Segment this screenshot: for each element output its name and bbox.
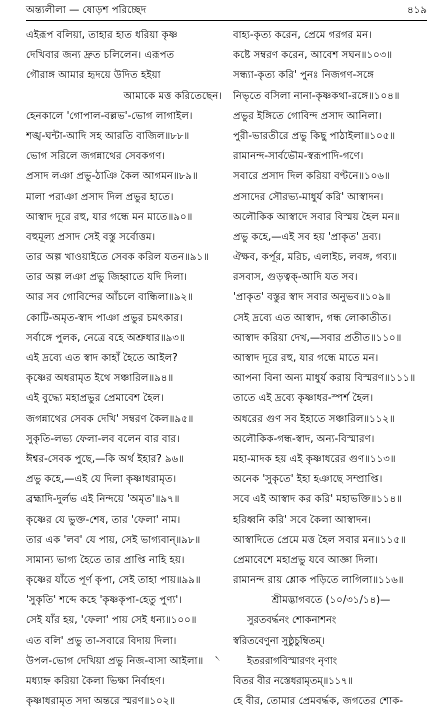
- verse-line: ইতররাগবিস্মারণং নৃণাং: [247, 655, 337, 667]
- verse-line: আস্বাদ দূরে রহু, যার গন্ধে মাতে মন।: [233, 353, 379, 364]
- verse-line: বহুমূল্য প্রসাদ সেই বস্তু সর্বোত্তম।: [26, 231, 156, 243]
- verse-line: ঈশ্বর-সেবক পুছে,—কি অর্থ ইহার? ৯৬॥: [26, 453, 185, 465]
- verse-line: কৃষ্ণাধরামৃত সদা অন্তরে স্মরণ॥১০২॥: [26, 696, 176, 708]
- verse-line: রামানন্দ রায় শ্লোক পড়িতে লাগিলা॥১১৬॥: [233, 575, 404, 587]
- verse-line: হে বীর, তোমার প্রেমবর্দ্ধক, জগতের শোক-: [233, 696, 404, 708]
- verse-line: আস্বাদ করিয়া দেখ,—সবার প্রতীত॥১১০॥: [233, 332, 402, 344]
- verse-line: মালা পরাঞা প্রসাদ দিল প্রভুর হাতে।: [26, 191, 174, 203]
- verse-line: অনেক 'সুকৃতে' ইহা হঞাছে সম্প্রাপ্তি।: [233, 474, 383, 486]
- verse-line: তার অল্প লঞা প্রভু জিহ্বাতে যদি দিলা।: [26, 272, 188, 284]
- verse-line: জগন্নাথের সেবক দেখি' সম্বরণ কৈল॥৯৫॥: [26, 413, 194, 425]
- verse-line: আপনা বিনা অন্য মাধুর্য করায় বিস্মরণ॥১১১॥: [233, 373, 416, 385]
- verse-line: আর সব গোবিন্দের আঁচলে বান্ধিলা॥৯২॥: [26, 292, 194, 304]
- verse-line: এই দ্রব্যে এত স্বাদ কাহাঁ হৈতে আইল?: [26, 353, 178, 364]
- verse-line: সুরতবর্দ্ধনং শোকনাশনং: [247, 615, 337, 627]
- verse-line: কৃষ্ণের যাঁতে পূর্ণ কৃপা, সেই তাহা পায়॥৯৯॥: [26, 575, 201, 587]
- verse-line: প্রসাদের সৌরভ্য-মাধুর্য করি' আস্বাদন।: [233, 191, 384, 203]
- verse-line: কৃষ্ণের অধরামৃত ইথে সঞ্চারিল॥৯৪॥: [26, 373, 174, 385]
- verse-line: সেই যাঁর হয়, 'ফেলা' পায় সেই ধন্য॥১০০॥: [26, 615, 197, 627]
- verse-line: রসবাস, গুড়ত্বক্-আদি যত সব।: [233, 272, 358, 284]
- chapter-title: অন্ত্যলীলা — ষোড়শ পরিচ্ছেদ: [26, 5, 147, 16]
- verse-line: সবে এই আস্বাদ কর করি' মহাভক্তি॥১১৪॥: [233, 494, 403, 506]
- verse-line: এইরূপ বলিয়া, তাহার হাত ধরিয়া কৃষ্ণ: [26, 30, 178, 41]
- verse-line: কষ্টে সম্বরণ করেন, আবেশ সঘন॥১০৩॥: [233, 50, 393, 62]
- verse-line: শঙ্খ-ঘন্টা-আদি সহ আরতি বাজিল॥৮৮॥: [26, 130, 190, 142]
- verse-line: সেই দ্রব্যে এত আস্বাদ, গন্ধ লোকাতীত।: [233, 312, 392, 324]
- verse-line: বাহ্য-কৃত্য করেন, প্রেমে গরগর মন।: [233, 30, 372, 41]
- verse-line: শ্রীমদ্ভাগবতে (১০/৩১/১৪)—: [271, 595, 391, 607]
- verse-line: তার অল্প খাওয়াইতে সেবক করিল যতন॥৯১॥: [26, 252, 209, 264]
- page-header: [26, 4, 427, 18]
- verse-line: মহা-মাদক হয় এই কৃষ্ণাধরের গুণ॥১১৩॥: [233, 453, 396, 465]
- verse-line: রামানন্দ-সার্বভৌম-স্বরূপাদি-গণে।: [233, 151, 364, 163]
- verse-line: কোটি-অমৃত-স্বাদ পাঞা প্রভুর চমৎকার।: [26, 312, 183, 324]
- verse-line: ব্রহ্মাদি-দুর্লভ এই নিন্দয়ে 'অমৃত'॥৯৭॥: [26, 494, 180, 506]
- verse-line: প্রসাদ লঞা প্রভু-ঠাঞি কৈল আগমন॥৮৯॥: [26, 171, 198, 183]
- verse-line: প্রভু কহে,—এই যে দিলা কৃষ্ণাধরামৃত।: [26, 474, 177, 486]
- verse-line: সুকৃতি-লভ্য ফেলা-লব বলেন বার বার।: [26, 433, 180, 445]
- verse-line: ঐক্ষব, কর্পূর, মরিচ, এলাইচ, লবঙ্গ, গব্য॥: [233, 252, 397, 264]
- right-column: [233, 26, 429, 712]
- verse-line: কৃষ্ণের যে ভুক্ত-শেষ, তার 'ফেলা' নাম।: [26, 514, 181, 526]
- verse-line: স্বরিতবেণুনা সুষ্ঠুচুম্বিতম্।: [233, 635, 325, 647]
- verse-line: হরিধ্বনি করি' সবে কৈলা আস্বাদন।: [233, 514, 372, 526]
- verse-line: অধরের গুণ সব ইহাতে সঞ্চারিল॥১১২॥: [233, 413, 395, 425]
- verse-line: তার এক 'লব' যে পায়, সেই ভাগ্যবান্॥৯৮॥: [26, 534, 201, 546]
- page-number: ৪১৯: [407, 5, 427, 16]
- verse-line: মধ্যাহ্ন করিয়া কৈলা ভিক্ষা নির্বাহণ।: [26, 676, 165, 687]
- verse-line: সামান্য ভাগ্য হৈতে তার প্রাপ্তি নাহি হয়।: [26, 554, 185, 566]
- verse-line: 'সুকৃতি' শব্দে কহে 'কৃষ্ণকৃপা-হেতু পুণ্য'।: [26, 595, 182, 607]
- verse-line: আমাকে মত্ত করিতেছেন।: [123, 90, 222, 102]
- verse-line: 'প্রাকৃত' বস্তুর স্বাদ সবার অনুভব॥১০৯॥: [233, 292, 391, 304]
- left-column: [26, 26, 222, 712]
- verse-line: এই বুদ্ধ্যে মহাপ্রভুর প্রেমাবেশ হৈল।: [26, 393, 164, 405]
- verse-line: বিতর বীর নস্তেধরামৃতম্॥১১৭॥: [233, 676, 353, 687]
- verse-line: অলৌকিক আস্বাদে সবার বিস্ময় হৈল মন॥: [233, 211, 400, 223]
- verse-line: এত বলি' প্রভু তা-সবারে বিদায় দিলা।: [26, 635, 177, 647]
- verse-line: সন্ধ্যা-কৃত্য করি' পুনঃ নিজগণ-সঙ্গে: [233, 70, 374, 82]
- header-rule: [26, 20, 427, 21]
- verse-line: নিভৃতে বসিলা নানা-কৃষ্ণকথা-রঙ্গে॥১০৪॥: [233, 90, 400, 102]
- verse-line: প্রভু কহে,—এই সব হয় 'প্রাকৃত' দ্রব্য।: [233, 231, 382, 243]
- verse-line: দেখিবার জন্য দ্রুত চলিলেন। এরূপত: [26, 50, 175, 62]
- footer-mark: ৲: [215, 651, 220, 660]
- verse-line: পুরী-ভারতীরে প্রভু কিছু পাঠাইলা॥১০৫॥: [233, 130, 396, 142]
- verse-line: তাতে এই দ্রব্যে কৃষ্ণাধর-স্পর্শ হৈল।: [233, 393, 374, 405]
- verse-line: প্রভুর ইঙ্গিতে গোবিন্দ প্রসাদ আনিলা।: [233, 110, 382, 122]
- verse-line: ভোগ সরিলে জগন্নাথের সেবকগণ।: [26, 151, 165, 163]
- verse-line: আস্বাদিতে প্রেমে মত্ত হৈল সবার মন॥১১৫॥: [233, 534, 406, 546]
- verse-line: হেনকালে 'গোপাল-বল্লভ'-ভোগ লাগাইল।: [26, 110, 193, 122]
- verse-line: প্রেমাবেশে মহাপ্রভু যবে আজ্ঞা দিলা।: [233, 554, 379, 566]
- verse-line: উপল-ভোগ দেখিয়া প্রভু নিজ-বাসা আইলা॥: [26, 655, 204, 667]
- verse-line: সবারে প্রসাদ দিল করিয়া বণ্টনে॥১০৬॥: [233, 171, 390, 183]
- verse-line: সর্বাঙ্গে পুলক, নেত্রে বহে অশ্রুধার॥৯৩॥: [26, 332, 185, 344]
- verse-line: গৌরাঙ্গ আমার হৃদয়ে উদিত হইয়া: [26, 70, 161, 82]
- verse-line: অলৌকিক-গন্ধ-স্বাদ, অন্য-বিস্মারণ।: [233, 433, 375, 445]
- verse-line: আস্বাদ দূরে রহু, যার গন্ধে মন মাতে॥৯০॥: [26, 211, 193, 223]
